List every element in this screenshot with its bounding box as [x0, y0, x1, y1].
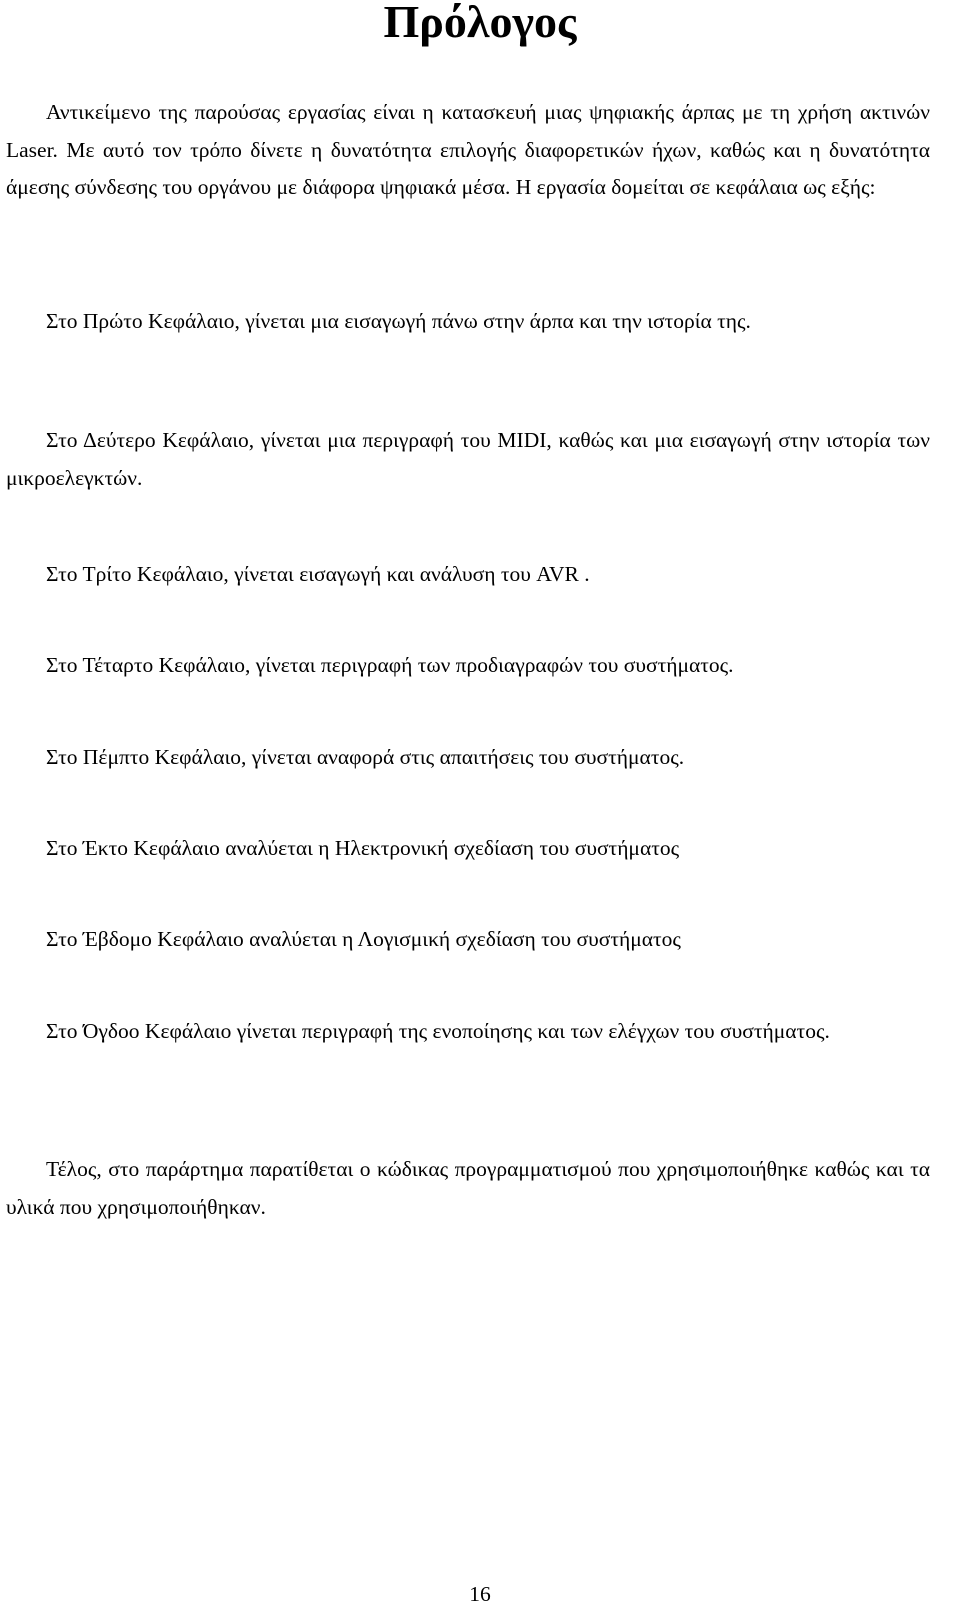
chapter-2-paragraph: Στο Δεύτερο Κεφάλαιο, γίνεται μια περιγραφή του MIDI, καθώς και μια εισαγωγή στην ιστορία των μικροελεγκτών. — [6, 428, 930, 490]
chapter-3-paragraph: Στο Τρίτο Κεφάλαιο, γίνεται εισαγωγή και ανάλυση του AVR . — [46, 562, 590, 586]
chapter-1-paragraph: Στο Πρώτο Κεφάλαιο, γίνεται μια εισαγωγή πάνω στην άρπα και την ιστορία της. — [46, 309, 751, 333]
page-title: Πρόλογος — [383, 0, 577, 47]
closing-paragraph: Τέλος, στο παράρτημα παρατίθεται ο κώδικας προγραμματισμού που χρησιμοποιήθηκε καθώς και τα υλικά που χρησιμοποιήθηκαν. — [6, 1157, 930, 1219]
chapter-6-paragraph: Στο Έκτο Κεφάλαιο αναλύεται η Ηλεκτρονική σχεδίαση του συστήματος — [46, 836, 680, 860]
page-number: 16 — [469, 1582, 491, 1606]
intro-paragraph: Αντικείμενο της παρούσας εργασίας είναι η κατασκευή μιας ψηφιακής άρπας με τη χρήση ακτινών Laser. Με αυτό τον τρόπο δίνετε η δυνατότητα επιλογής διαφορετικών ήχων, καθώς και η δυνατότητα άμεσης σύνδεσης του οργάνου με διάφορα ψηφιακά μέσα. Η εργασία δομείται σε κεφάλαια ως εξής: — [6, 100, 930, 199]
chapter-4-paragraph: Στο Τέταρτο Κεφάλαιο, γίνεται περιγραφή των προδιαγραφών του συστήματος. — [46, 653, 734, 677]
chapter-8-paragraph: Στο Όγδοο Κεφάλαιο γίνεται περιγραφή της ενοποίησης και των ελέγχων του συστήματος. — [46, 1019, 830, 1043]
chapter-7-paragraph: Στο Έβδομο Κεφάλαιο αναλύεται η Λογισμική σχεδίαση του συστήματος — [46, 927, 681, 951]
chapter-5-paragraph: Στο Πέμπτο Κεφάλαιο, γίνεται αναφορά στις απαιτήσεις του συστήματος. — [46, 745, 685, 769]
